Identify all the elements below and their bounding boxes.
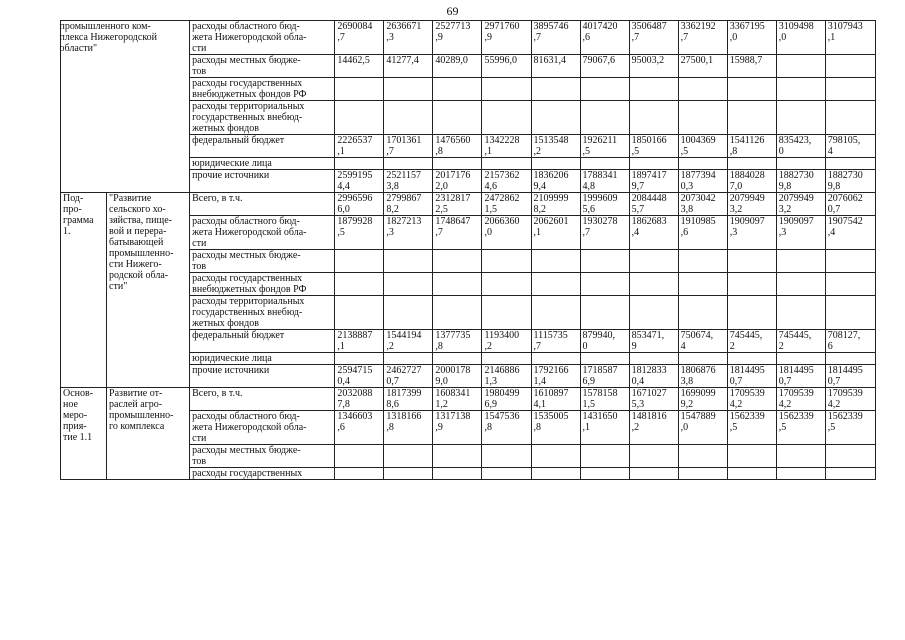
value-cell	[482, 353, 531, 365]
value-cell: 1850166 ,5	[629, 135, 678, 158]
value-cell: 2066360 ,0	[482, 216, 531, 250]
value-cell	[433, 296, 482, 330]
value-cell: 1544194 ,2	[384, 330, 433, 353]
value-cell: 1882730 9,8	[825, 170, 875, 193]
value-cell	[482, 296, 531, 330]
table-row	[61, 158, 876, 170]
value-cell: 853471, 9	[629, 330, 678, 353]
program-code-cell: Основ- ное меро- прия- тие 1.1	[61, 388, 107, 480]
value-cell	[531, 250, 580, 273]
value-cell: 708127, 6	[825, 330, 875, 353]
value-cell	[678, 158, 727, 170]
table-row	[61, 78, 876, 101]
value-cell: 2076062 0,7	[825, 193, 875, 216]
value-cell	[384, 250, 433, 273]
value-cell: 95003,2	[629, 55, 678, 78]
value-cell: 1004369 ,5	[678, 135, 727, 158]
program-name-cell: "Развитие сельского хо- зяйства, пище- вой и перера- батывающей промышленно- сти Нижего- родской обла- сти"	[107, 193, 190, 388]
program-name-cell: промышленного ком- плекса Нижегородской области"	[58, 21, 141, 193]
value-cell: 1317138 ,9	[433, 411, 482, 445]
page-number: 69	[446, 4, 459, 18]
value-cell: 1718587 6,9	[580, 365, 629, 388]
funding-source-cell: расходы государственных	[190, 468, 335, 480]
value-cell: 1814495 0,7	[825, 365, 875, 388]
value-cell	[727, 158, 776, 170]
value-cell: 2594715 0,4	[335, 365, 384, 388]
value-cell	[678, 445, 727, 468]
value-cell	[629, 250, 678, 273]
value-cell: 1806876 3,8	[678, 365, 727, 388]
value-cell	[825, 101, 875, 135]
value-cell: 745445, 2	[776, 330, 825, 353]
table-row	[61, 193, 876, 216]
budget-table	[60, 20, 876, 480]
value-cell: 1817399 8,6	[384, 388, 433, 411]
value-cell: 1877394 0,3	[678, 170, 727, 193]
value-cell: 2996596 6,0	[335, 193, 384, 216]
value-cell	[678, 353, 727, 365]
value-cell	[776, 158, 825, 170]
value-cell: 2032088 7,8	[335, 388, 384, 411]
value-cell	[580, 468, 629, 480]
value-cell	[482, 250, 531, 273]
value-cell	[531, 445, 580, 468]
value-cell	[727, 273, 776, 296]
funding-source-cell: федеральный бюджет	[190, 330, 335, 353]
value-cell: 1884028 7,0	[727, 170, 776, 193]
value-cell	[531, 158, 580, 170]
table-row	[61, 170, 876, 193]
value-cell	[629, 296, 678, 330]
value-cell	[482, 78, 531, 101]
value-cell: 2062601 ,1	[531, 216, 580, 250]
value-cell	[776, 101, 825, 135]
value-cell	[335, 468, 384, 480]
value-cell	[531, 78, 580, 101]
funding-source-cell: расходы государственных внебюджетных фондов РФ	[190, 78, 335, 101]
value-cell: 1476560 ,8	[433, 135, 482, 158]
value-cell: 1814495 0,7	[727, 365, 776, 388]
value-cell: 3109498 ,0	[776, 21, 825, 55]
value-cell	[629, 353, 678, 365]
value-cell: 2073042 3,8	[678, 193, 727, 216]
value-cell: 1578158 1,5	[580, 388, 629, 411]
value-cell: 1862683 ,4	[629, 216, 678, 250]
value-cell: 1547889 ,0	[678, 411, 727, 445]
value-cell	[335, 101, 384, 135]
value-cell: 2971760 ,9	[482, 21, 531, 55]
program-name-cell: Развитие от- раслей агро- промышленно- го комплекса	[107, 388, 190, 480]
value-cell	[580, 353, 629, 365]
value-cell	[384, 445, 433, 468]
value-cell: 79067,6	[580, 55, 629, 78]
value-cell	[825, 468, 875, 480]
value-cell: 1709539 4,2	[727, 388, 776, 411]
value-cell	[825, 296, 875, 330]
value-cell	[482, 101, 531, 135]
value-cell: 81631,4	[531, 55, 580, 78]
value-cell	[776, 78, 825, 101]
funding-source-cell: расходы местных бюдже- тов	[190, 445, 335, 468]
table-row	[61, 388, 876, 411]
value-cell: 1671027 5,3	[629, 388, 678, 411]
value-cell	[384, 296, 433, 330]
value-cell	[384, 468, 433, 480]
value-cell: 2146886 1,3	[482, 365, 531, 388]
value-cell	[433, 101, 482, 135]
value-cell	[629, 158, 678, 170]
value-cell	[433, 353, 482, 365]
value-cell: 2157362 4,6	[482, 170, 531, 193]
value-cell	[629, 468, 678, 480]
value-cell	[825, 273, 875, 296]
value-cell: 1879928 ,5	[335, 216, 384, 250]
value-cell: 41277,4	[384, 55, 433, 78]
value-cell	[580, 101, 629, 135]
value-cell	[384, 78, 433, 101]
value-cell	[482, 445, 531, 468]
value-cell: 1699099 9,2	[678, 388, 727, 411]
value-cell	[335, 273, 384, 296]
value-cell: 1999609 5,6	[580, 193, 629, 216]
value-cell	[825, 250, 875, 273]
value-cell: 1701361 ,7	[384, 135, 433, 158]
value-cell: 1562339 ,5	[727, 411, 776, 445]
value-cell: 2636671 ,3	[384, 21, 433, 55]
value-cell	[433, 445, 482, 468]
value-cell: 2226537 ,1	[335, 135, 384, 158]
funding-source-cell: юридические лица	[190, 158, 335, 170]
value-cell: 2084448 5,7	[629, 193, 678, 216]
value-cell	[531, 468, 580, 480]
value-cell	[776, 250, 825, 273]
value-cell: 1812833 0,4	[629, 365, 678, 388]
value-cell	[580, 445, 629, 468]
value-cell	[580, 250, 629, 273]
value-cell: 1115735 ,7	[531, 330, 580, 353]
value-cell: 1907542 ,4	[825, 216, 875, 250]
value-cell: 1909097 ,3	[727, 216, 776, 250]
value-cell	[433, 250, 482, 273]
value-cell	[776, 468, 825, 480]
value-cell: 2799867 8,2	[384, 193, 433, 216]
funding-source-cell: федеральный бюджет	[190, 135, 335, 158]
value-cell: 1709539 4,2	[776, 388, 825, 411]
value-cell: 1827213 ,3	[384, 216, 433, 250]
table-row	[61, 101, 876, 135]
value-cell: 1562339 ,5	[825, 411, 875, 445]
value-cell: 2138887 ,1	[335, 330, 384, 353]
value-cell: 1431650 ,1	[580, 411, 629, 445]
value-cell: 2109999 8,2	[531, 193, 580, 216]
funding-source-cell: расходы территориальных государственных внебюд- жетных фондов	[190, 296, 335, 330]
value-cell: 1535005 ,8	[531, 411, 580, 445]
value-cell	[384, 273, 433, 296]
funding-source-cell: Всего, в т.ч.	[190, 388, 335, 411]
value-cell: 3506487 ,7	[629, 21, 678, 55]
table-row	[61, 135, 876, 158]
value-cell	[531, 273, 580, 296]
value-cell: 1318166 ,8	[384, 411, 433, 445]
value-cell: 1909097 ,3	[776, 216, 825, 250]
value-cell: 835423, 0	[776, 135, 825, 158]
value-cell: 3895746 ,7	[531, 21, 580, 55]
value-cell	[776, 273, 825, 296]
value-cell: 1608341 1,2	[433, 388, 482, 411]
value-cell: 1709539 4,2	[825, 388, 875, 411]
value-cell	[776, 296, 825, 330]
funding-source-cell: расходы местных бюдже- тов	[190, 250, 335, 273]
value-cell	[825, 55, 875, 78]
value-cell	[335, 158, 384, 170]
value-cell	[727, 353, 776, 365]
value-cell: 2472862 1,5	[482, 193, 531, 216]
value-cell	[531, 353, 580, 365]
funding-source-cell: расходы областного бюд- жета Нижегородской обла- сти	[190, 216, 335, 250]
value-cell	[384, 158, 433, 170]
value-cell: 1836206 9,4	[531, 170, 580, 193]
value-cell: 2000178 9,0	[433, 365, 482, 388]
value-cell	[482, 273, 531, 296]
value-cell	[678, 78, 727, 101]
value-cell	[629, 78, 678, 101]
value-cell: 15988,7	[727, 55, 776, 78]
value-cell	[482, 468, 531, 480]
value-cell: 2527713 ,9	[433, 21, 482, 55]
value-cell: 1930278 ,7	[580, 216, 629, 250]
value-cell: 1610897 4,1	[531, 388, 580, 411]
value-cell	[678, 273, 727, 296]
value-cell	[580, 273, 629, 296]
value-cell	[678, 296, 727, 330]
funding-source-cell: расходы территориальных государственных внебюд- жетных фондов	[190, 101, 335, 135]
value-cell	[335, 250, 384, 273]
value-cell	[727, 445, 776, 468]
value-cell: 1788341 4,8	[580, 170, 629, 193]
value-cell	[580, 78, 629, 101]
funding-source-cell: расходы государственных внебюджетных фондов РФ	[190, 273, 335, 296]
value-cell: 1897417 9,7	[629, 170, 678, 193]
value-cell: 27500,1	[678, 55, 727, 78]
funding-source-cell: расходы местных бюдже- тов	[190, 55, 335, 78]
table-body	[61, 21, 876, 480]
value-cell: 1377735 ,8	[433, 330, 482, 353]
value-cell: 2462727 0,7	[384, 365, 433, 388]
value-cell	[335, 296, 384, 330]
value-cell	[335, 78, 384, 101]
value-cell: 2079949 3,2	[776, 193, 825, 216]
value-cell: 1346603 ,6	[335, 411, 384, 445]
value-cell: 1926211 ,5	[580, 135, 629, 158]
value-cell	[727, 296, 776, 330]
value-cell	[776, 55, 825, 78]
value-cell: 1792166 1,4	[531, 365, 580, 388]
value-cell	[825, 78, 875, 101]
value-cell	[531, 296, 580, 330]
value-cell: 40289,0	[433, 55, 482, 78]
table-row	[61, 21, 876, 55]
funding-source-cell: юридические лица	[190, 353, 335, 365]
value-cell	[825, 353, 875, 365]
value-cell: 1193400 ,2	[482, 330, 531, 353]
value-cell: 1910985 ,6	[678, 216, 727, 250]
value-cell	[629, 273, 678, 296]
funding-source-cell: прочие источники	[190, 365, 335, 388]
value-cell	[678, 468, 727, 480]
value-cell: 2521157 3,8	[384, 170, 433, 193]
value-cell	[825, 158, 875, 170]
value-cell	[727, 250, 776, 273]
value-cell	[776, 445, 825, 468]
value-cell	[727, 468, 776, 480]
value-cell: 1342228 ,1	[482, 135, 531, 158]
value-cell	[825, 445, 875, 468]
funding-source-cell: прочие источники	[190, 170, 335, 193]
value-cell	[580, 296, 629, 330]
value-cell	[776, 353, 825, 365]
value-cell: 1513548 ,2	[531, 135, 580, 158]
value-cell: 1814495 0,7	[776, 365, 825, 388]
value-cell: 750674, 4	[678, 330, 727, 353]
value-cell: 3107943 ,1	[825, 21, 875, 55]
table-row	[61, 55, 876, 78]
value-cell: 1547536 ,8	[482, 411, 531, 445]
value-cell	[433, 468, 482, 480]
value-cell	[482, 158, 531, 170]
value-cell: 1980499 6,9	[482, 388, 531, 411]
value-cell: 14462,5	[335, 55, 384, 78]
value-cell: 2079949 3,2	[727, 193, 776, 216]
value-cell	[678, 101, 727, 135]
value-cell: 2690084 ,7	[335, 21, 384, 55]
value-cell	[531, 101, 580, 135]
value-cell: 1481816 ,2	[629, 411, 678, 445]
value-cell	[629, 445, 678, 468]
value-cell: 879940, 0	[580, 330, 629, 353]
value-cell: 1541126 ,8	[727, 135, 776, 158]
value-cell	[335, 353, 384, 365]
value-cell	[433, 158, 482, 170]
value-cell	[384, 101, 433, 135]
value-cell	[629, 101, 678, 135]
value-cell: 1882730 9,8	[776, 170, 825, 193]
value-cell: 3367195 ,0	[727, 21, 776, 55]
value-cell: 1562339 ,5	[776, 411, 825, 445]
value-cell	[433, 273, 482, 296]
value-cell: 798105, 4	[825, 135, 875, 158]
value-cell	[678, 250, 727, 273]
value-cell: 2599195 4,4	[335, 170, 384, 193]
funding-source-cell: Всего, в т.ч.	[190, 193, 335, 216]
value-cell	[727, 101, 776, 135]
value-cell: 2017176 2,0	[433, 170, 482, 193]
value-cell	[727, 78, 776, 101]
funding-source-cell: расходы областного бюд- жета Нижегородской обла- сти	[190, 21, 335, 55]
value-cell: 4017420 ,6	[580, 21, 629, 55]
value-cell: 2312817 2,5	[433, 193, 482, 216]
value-cell	[433, 78, 482, 101]
value-cell: 3362192 ,7	[678, 21, 727, 55]
value-cell: 745445, 2	[727, 330, 776, 353]
program-code-cell: Под- про- грамма 1.	[61, 193, 107, 388]
value-cell: 1748647 ,7	[433, 216, 482, 250]
value-cell	[384, 353, 433, 365]
funding-source-cell: расходы областного бюд- жета Нижегородской обла- сти	[190, 411, 335, 445]
value-cell: 55996,0	[482, 55, 531, 78]
value-cell	[580, 158, 629, 170]
value-cell	[335, 445, 384, 468]
